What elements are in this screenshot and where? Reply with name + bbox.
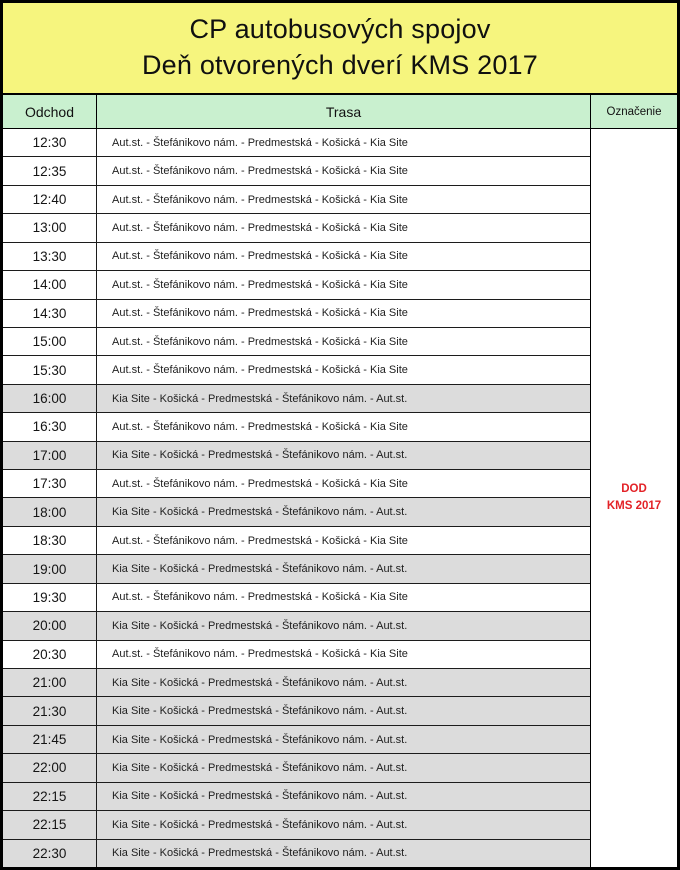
departure-time: 22:30 — [3, 840, 97, 867]
route-text: Aut.st. - Štefánikovo nám. - Predmestská - Košická - Kia Site — [112, 193, 408, 206]
page-title-line1: CP autobusových spojov — [189, 14, 491, 45]
route-text: Aut.st. - Štefánikovo nám. - Predmestská - Košická - Kia Site — [112, 165, 408, 178]
departure-time: 15:00 — [3, 328, 97, 355]
route-text: Kia Site - Košická - Predmestská - Štefánikovo nám. - Aut.st. — [112, 733, 408, 746]
table-row — [3, 157, 590, 185]
departure-time: 22:15 — [3, 783, 97, 810]
table-row — [3, 498, 590, 526]
route-text: Aut.st. - Štefánikovo nám. - Predmestská - Košická - Kia Site — [112, 534, 408, 547]
table-row — [3, 584, 590, 612]
table-row — [3, 356, 590, 384]
route-text: Aut.st. - Štefánikovo nám. - Predmestská - Košická - Kia Site — [112, 420, 408, 433]
title-block — [3, 3, 677, 95]
route-text: Aut.st. - Štefánikovo nám. - Predmestská - Košická - Kia Site — [112, 477, 408, 490]
header-designation: Označenie — [590, 95, 677, 128]
table-row — [3, 555, 590, 583]
page-title-line2: Deň otvorených dverí KMS 2017 — [141, 50, 538, 80]
designation-line2: KMS 2017 — [606, 500, 662, 512]
route-text: Aut.st. - Štefánikovo nám. - Predmestská - Košická - Kia Site — [112, 591, 408, 604]
table-row — [3, 243, 590, 271]
departure-time: 20:30 — [3, 641, 97, 668]
route-text: Kia Site - Košická - Predmestská - Štefánikovo nám. - Aut.st. — [112, 563, 408, 576]
route-text: Kia Site - Košická - Predmestská - Štefánikovo nám. - Aut.st. — [112, 392, 408, 405]
departure-time: 21:45 — [3, 726, 97, 753]
departure-time: 13:30 — [3, 243, 97, 270]
departure-time: 17:30 — [3, 470, 97, 497]
rows-container — [3, 129, 590, 867]
table-row — [3, 811, 590, 839]
departure-time: 19:00 — [3, 555, 97, 582]
table-header-row — [3, 95, 677, 129]
table-row — [3, 385, 590, 413]
table-row — [3, 470, 590, 498]
table-row — [3, 442, 590, 470]
table-row — [3, 271, 590, 299]
route-text: Aut.st. - Štefánikovo nám. - Predmestská - Košická - Kia Site — [112, 364, 408, 377]
departure-time: 12:30 — [3, 129, 97, 156]
table-row — [3, 726, 590, 754]
table-row — [3, 641, 590, 669]
route-text: Aut.st. - Štefánikovo nám. - Predmestská - Košická - Kia Site — [112, 307, 408, 320]
table-body — [3, 129, 677, 867]
departure-time: 18:00 — [3, 498, 97, 525]
route-text: Kia Site - Košická - Predmestská - Štefánikovo nám. - Aut.st. — [112, 705, 408, 718]
route-text: Aut.st. - Štefánikovo nám. - Predmestská - Košická - Kia Site — [112, 648, 408, 661]
route-text: Kia Site - Košická - Predmestská - Štefánikovo nám. - Aut.st. — [112, 506, 408, 519]
departure-time: 15:30 — [3, 356, 97, 383]
route-text: Kia Site - Košická - Predmestská - Štefánikovo nám. - Aut.st. — [112, 790, 408, 803]
route-text: Kia Site - Košická - Predmestská - Štefánikovo nám. - Aut.st. — [112, 449, 408, 462]
table-row — [3, 328, 590, 356]
route-text: Kia Site - Košická - Predmestská - Štefánikovo nám. - Aut.st. — [112, 619, 408, 632]
table-row — [3, 783, 590, 811]
table-row — [3, 527, 590, 555]
table-row — [3, 413, 590, 441]
route-text: Kia Site - Košická - Predmestská - Štefánikovo nám. - Aut.st. — [112, 818, 408, 831]
table-row — [3, 129, 590, 157]
departure-time: 20:00 — [3, 612, 97, 639]
table-row — [3, 186, 590, 214]
route-text: Aut.st. - Štefánikovo nám. - Predmestská - Košická - Kia Site — [112, 250, 408, 263]
departure-time: 22:15 — [3, 811, 97, 838]
departure-time: 18:30 — [3, 527, 97, 554]
route-text: Aut.st. - Štefánikovo nám. - Predmestská - Košická - Kia Site — [112, 335, 408, 348]
route-text: Kia Site - Košická - Predmestská - Štefánikovo nám. - Aut.st. — [112, 847, 408, 860]
route-text: Aut.st. - Štefánikovo nám. - Predmestská - Košická - Kia Site — [112, 136, 408, 149]
designation-cell — [590, 129, 677, 867]
departure-time: 19:30 — [3, 584, 97, 611]
designation-label — [607, 481, 661, 516]
departure-time: 16:00 — [3, 385, 97, 412]
departure-time: 12:40 — [3, 186, 97, 213]
departure-time: 14:30 — [3, 300, 97, 327]
header-route: Trasa — [325, 103, 362, 120]
departure-time: 21:30 — [3, 697, 97, 724]
departure-time: 12:35 — [3, 157, 97, 184]
table-row — [3, 300, 590, 328]
table-row — [3, 840, 590, 867]
route-text: Kia Site - Košická - Predmestská - Štefánikovo nám. - Aut.st. — [112, 761, 408, 774]
departure-time: 16:30 — [3, 413, 97, 440]
departure-time: 17:00 — [3, 442, 97, 469]
route-text: Aut.st. - Štefánikovo nám. - Predmestská - Košická - Kia Site — [112, 278, 408, 291]
table-row — [3, 669, 590, 697]
designation-line1: DOD — [621, 482, 647, 495]
departure-time: 14:00 — [3, 271, 97, 298]
route-text: Aut.st. - Štefánikovo nám. - Predmestská - Košická - Kia Site — [112, 221, 408, 234]
route-text: Kia Site - Košická - Predmestská - Štefánikovo nám. - Aut.st. — [112, 676, 408, 689]
table-row — [3, 612, 590, 640]
table-row — [3, 697, 590, 725]
table-row — [3, 754, 590, 782]
departure-time: 21:00 — [3, 669, 97, 696]
departure-time: 13:00 — [3, 214, 97, 241]
table-row — [3, 214, 590, 242]
departure-time: 22:00 — [3, 754, 97, 781]
header-departure: Odchod — [3, 95, 97, 128]
